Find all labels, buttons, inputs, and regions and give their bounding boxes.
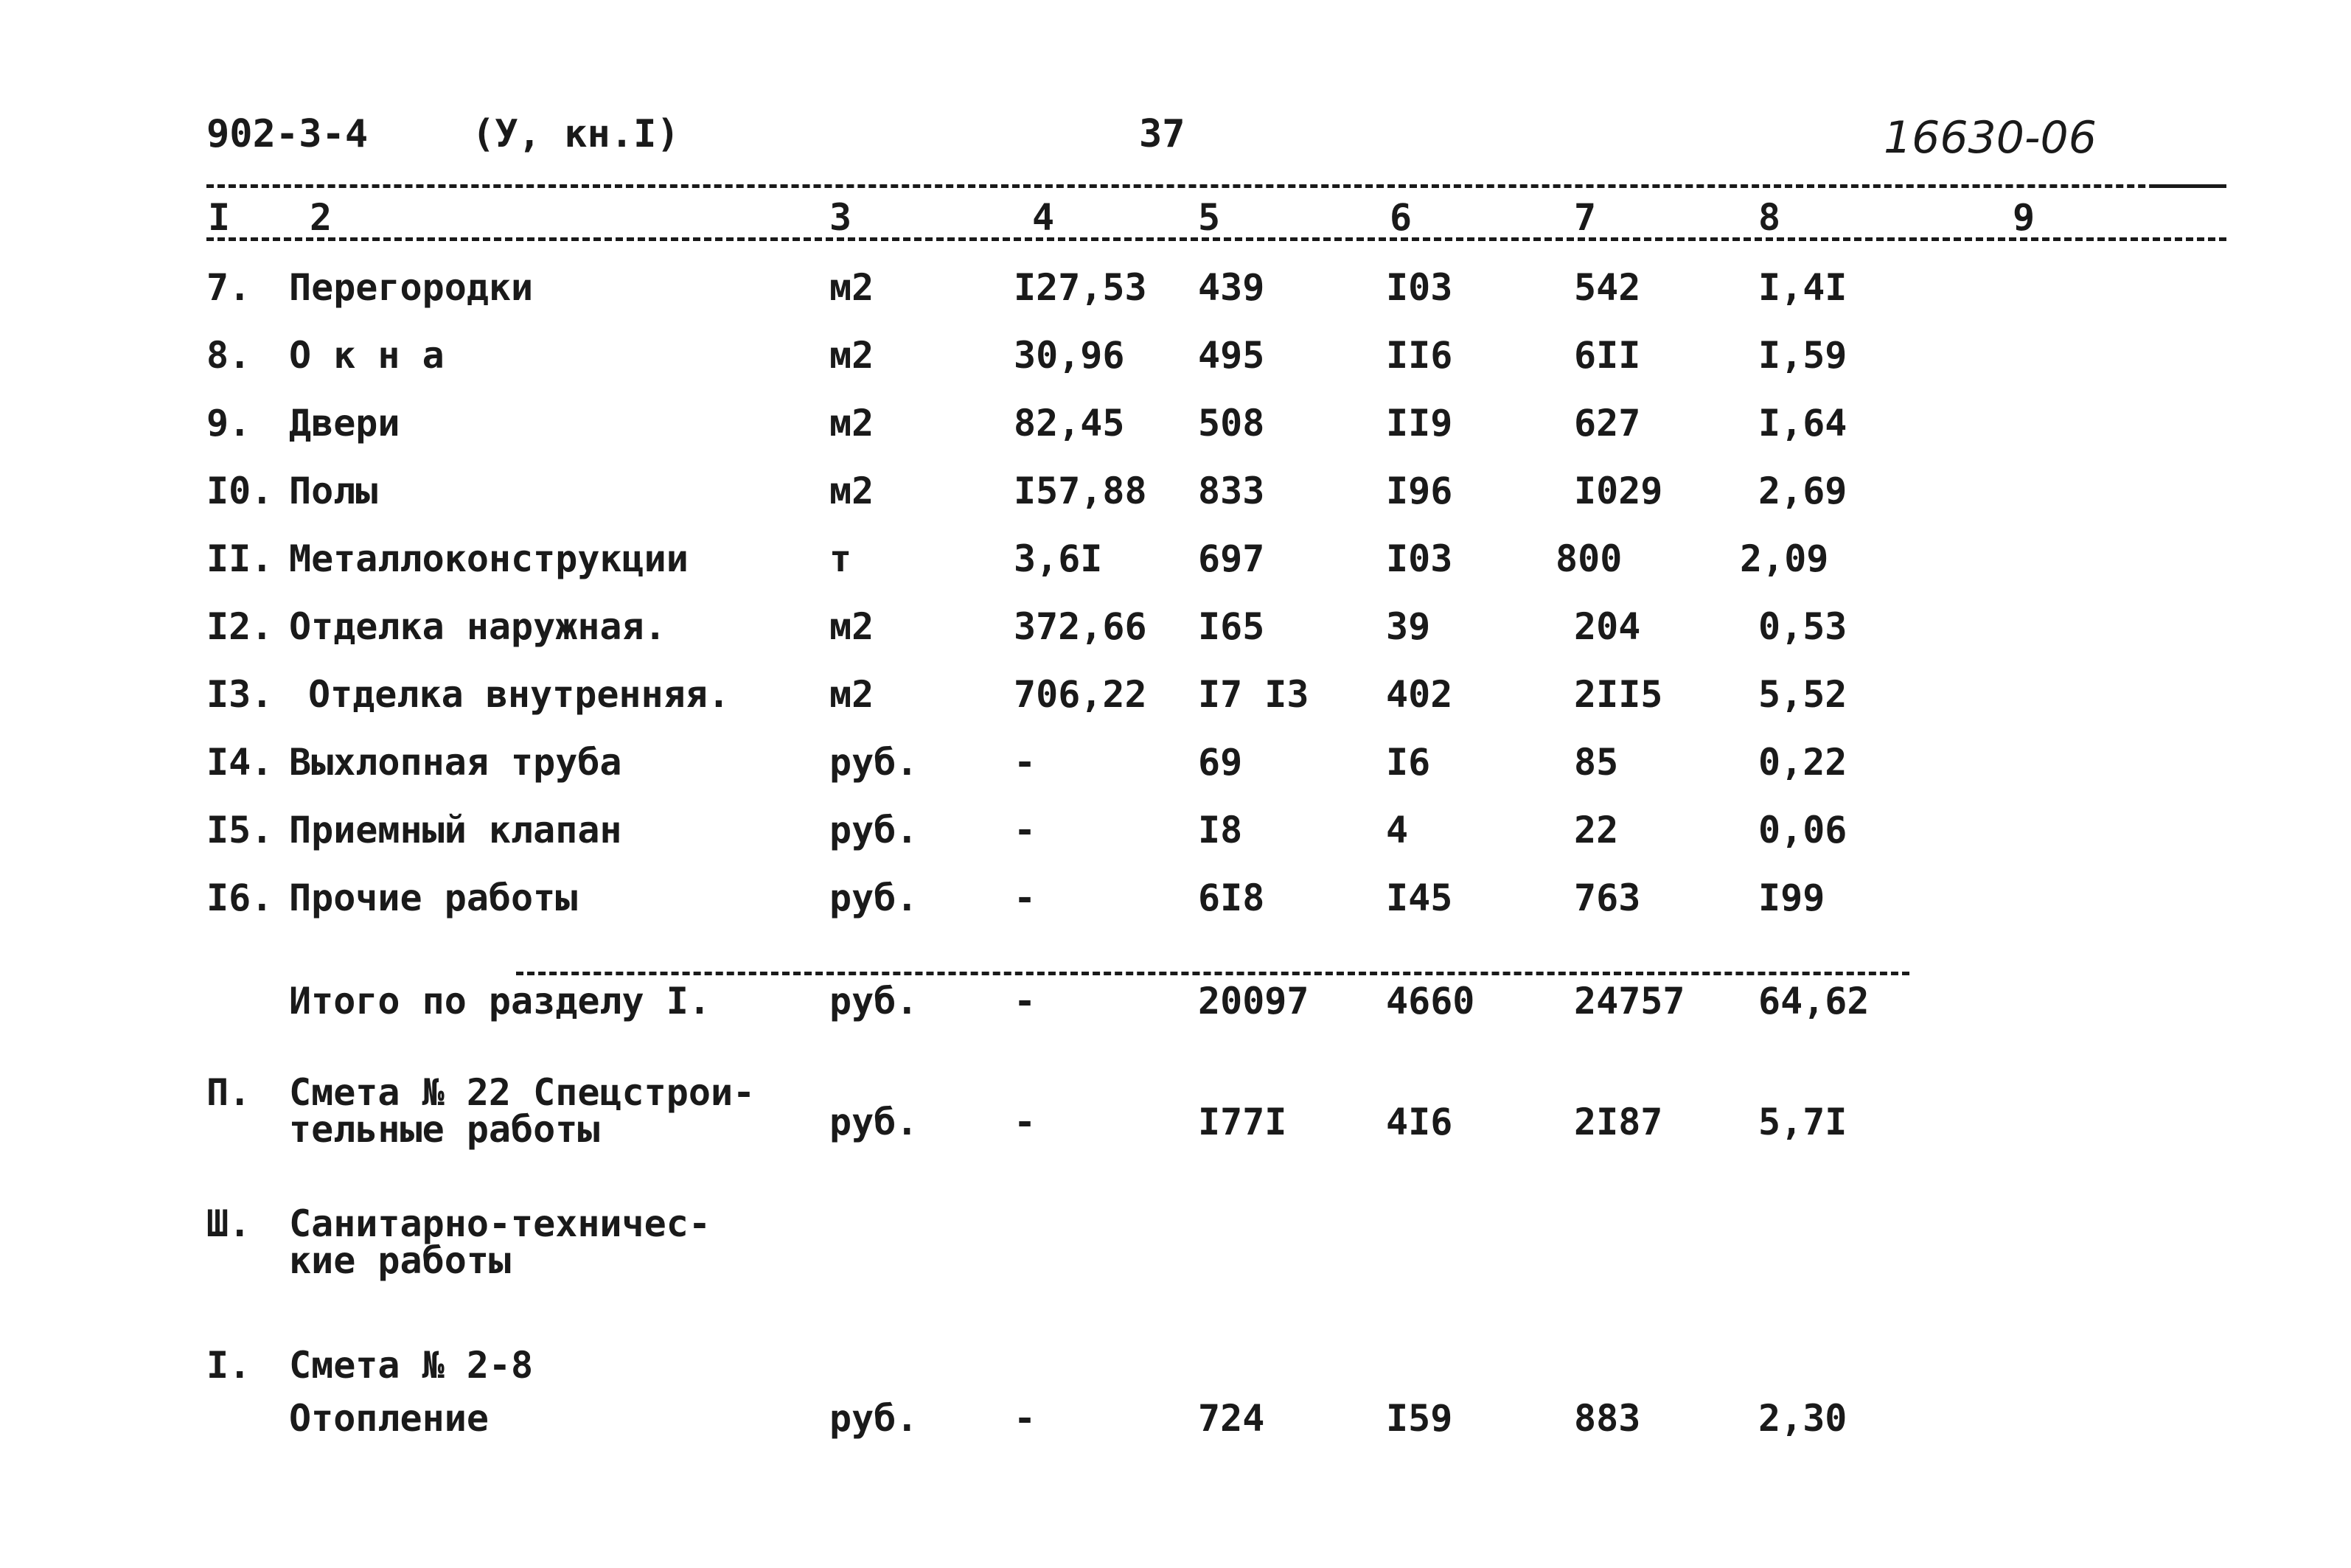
table-row [0,808,2351,852]
row-name: Прочие работы [289,877,578,919]
row-col6: 39 [1386,605,1431,648]
total-col8: 64,62 [1758,980,1870,1022]
row-name: Отделка внутренняя. [308,673,730,716]
document-code: 902-3-4 [206,112,369,156]
page-number: 37 [1139,112,1185,156]
table-row [0,672,2351,717]
subsection-col6: I59 [1386,1397,1453,1440]
subsection-row [0,1343,2351,1387]
row-col8: I,59 [1758,334,1847,377]
row-col7: 204 [1574,605,1641,648]
total-row [0,979,2351,1023]
table-row [0,876,2351,920]
row-col7: 2II5 [1574,673,1663,716]
row-col7: 22 [1574,809,1619,851]
total-col5: 20097 [1198,980,1309,1022]
row-col8: I,4I [1758,266,1847,309]
row-name: Приемный клапан [289,809,622,851]
subsection-col8: 2,30 [1758,1397,1847,1440]
subsection-row [0,1396,2351,1440]
subsection-name: Отопление [289,1397,489,1440]
row-col8: I99 [1758,877,1825,919]
row-name: Двери [289,402,400,445]
col-num-9: 9 [2013,196,2035,239]
row-col6: I03 [1386,537,1453,580]
row-col6: I45 [1386,877,1453,919]
row-col5: I65 [1198,605,1265,648]
row-col7: 763 [1574,877,1641,919]
section-ii-row [0,1070,2351,1159]
row-unit: руб. [829,877,919,919]
section-iii-heading [0,1202,2351,1290]
row-number: I5. [206,809,274,851]
row-col6: II6 [1386,334,1453,377]
row-name: Перегородки [289,266,534,309]
row-name: Металлоконструкции [289,537,689,580]
row-col4: 30,96 [1014,334,1125,377]
table-row [0,401,2351,445]
row-col4: 82,45 [1014,402,1125,445]
row-unit: руб. [829,741,919,784]
row-col4: 372,66 [1014,605,1147,648]
subsection-col4: - [1014,1397,1037,1440]
section-iii-number: Ш. [206,1202,251,1245]
row-col7: 627 [1574,402,1641,445]
header-top-rule [206,184,2212,188]
row-unit: т [829,537,852,580]
row-col5: 508 [1198,402,1265,445]
header-top-rule-end [2153,184,2226,188]
row-number: 7. [206,266,251,309]
row-col5: I8 [1198,809,1243,851]
row-col5: I7 I3 [1198,673,1309,716]
row-col7: 542 [1574,266,1641,309]
row-col5: 833 [1198,470,1265,512]
row-col8: I,64 [1758,402,1847,445]
row-number: I4. [206,741,274,784]
row-number: I6. [206,877,274,919]
row-col5: 439 [1198,266,1265,309]
row-col6: II9 [1386,402,1453,445]
row-number: I3. [206,673,274,716]
row-col4: - [1014,741,1037,784]
table-row [0,604,2351,649]
total-label: Итого по разделу I. [289,980,711,1022]
row-number: 9. [206,402,251,445]
table-row [0,265,2351,310]
table-row [0,740,2351,784]
row-unit: м2 [829,673,874,716]
row-unit: руб. [829,809,919,851]
row-col5: 69 [1198,741,1243,784]
row-number: I2. [206,605,274,648]
row-name: Выхлопная труба [289,741,622,784]
total-col7: 24757 [1574,980,1685,1022]
table-row [0,469,2351,513]
row-col4: - [1014,877,1037,919]
section-ii-col4: - [1014,1101,1037,1143]
row-unit: м2 [829,266,874,309]
section-ii-col8: 5,7I [1758,1101,1847,1143]
subsection-unit: руб. [829,1397,919,1440]
total-unit: руб. [829,980,919,1022]
section-ii-unit: руб. [829,1101,919,1143]
row-number: II. [206,537,274,580]
row-col7: 800 [1556,537,1623,580]
col-num-1: I [208,196,231,239]
row-col7: 85 [1574,741,1619,784]
section-ii-col6: 4I6 [1386,1101,1453,1143]
row-col8: 2,09 [1740,537,1829,580]
row-col6: I03 [1386,266,1453,309]
col-num-6: 6 [1390,196,1413,239]
col-num-8: 8 [1758,196,1781,239]
col-num-7: 7 [1574,196,1597,239]
row-unit: м2 [829,402,874,445]
col-num-5: 5 [1198,196,1221,239]
row-col8: 5,52 [1758,673,1847,716]
col-num-4: 4 [1032,196,1055,239]
row-col8: 0,53 [1758,605,1847,648]
row-col8: 2,69 [1758,470,1847,512]
row-col7: I029 [1574,470,1663,512]
col-num-3: 3 [829,196,852,239]
table-row [0,537,2351,581]
row-col4: - [1014,809,1037,851]
row-col4: I57,88 [1014,470,1147,512]
section-iii-name: Санитарно-техничес-кие работы [289,1202,711,1282]
section-ii-number: П. [206,1071,251,1114]
total-col4: - [1014,980,1037,1022]
section-ii-col7: 2I87 [1574,1101,1663,1143]
subsection-estimate: Смета № 2-8 [289,1344,534,1387]
subsection-col7: 883 [1574,1397,1641,1440]
row-col5: 6I8 [1198,877,1265,919]
subsection-number: I. [206,1344,251,1387]
col-num-2: 2 [310,196,332,239]
row-col5: 495 [1198,334,1265,377]
row-name: Отделка наружная. [289,605,666,648]
section-ii-name: Смета № 22 Спецстрои-тельные работы [289,1071,756,1151]
row-unit: м2 [829,470,874,512]
row-name: Полы [289,470,378,512]
document-reference: 16630-06 [1884,112,2097,164]
total-col6: 4660 [1386,980,1475,1022]
volume-label: (У, кн.I) [472,112,680,156]
subtotal-rule [516,972,1909,975]
row-col4: 3,6I [1014,537,1103,580]
row-col6: 402 [1386,673,1453,716]
header-bottom-rule [206,237,2226,241]
row-col5: 697 [1198,537,1265,580]
row-number: I0. [206,470,274,512]
table-row [0,333,2351,377]
row-col7: 6II [1574,334,1641,377]
row-unit: м2 [829,334,874,377]
row-col6: I6 [1386,741,1431,784]
row-col4: I27,53 [1014,266,1147,309]
row-number: 8. [206,334,251,377]
row-unit: м2 [829,605,874,648]
row-col4: 706,22 [1014,673,1147,716]
row-col6: 4 [1386,809,1409,851]
row-col6: I96 [1386,470,1453,512]
row-name: О к н а [289,334,445,377]
subsection-col5: 724 [1198,1397,1265,1440]
row-col8: 0,06 [1758,809,1847,851]
row-col8: 0,22 [1758,741,1847,784]
section-ii-col5: I77I [1198,1101,1287,1143]
